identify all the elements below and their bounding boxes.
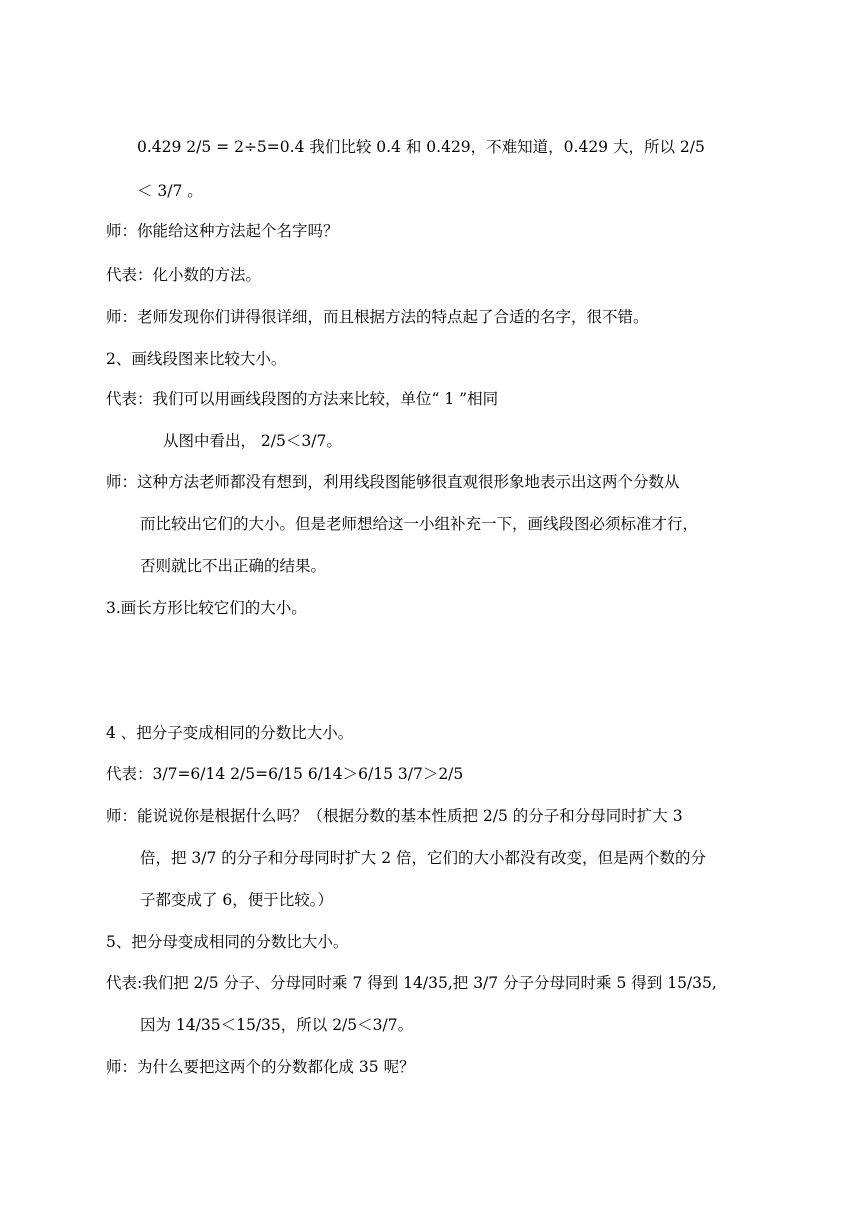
teacher-comment-line-1: 师：这种方法老师都没有想到，利用线段图能够很直观很形象地表示出这两个分数从 bbox=[106, 473, 680, 491]
method-2-heading: 2、画线段图来比较大小。 bbox=[106, 350, 287, 368]
representative-denominator-line-1: 代表:我们把 2/5 分子、分母同时乘 7 得到 14/35,把 3/7 分子分母同时乘 5 得到 15/35, bbox=[106, 974, 717, 992]
representative-numerator-method: 代表：3/7=6/14 2/5=6/15 6/14＞6/15 3/7＞2/5 bbox=[106, 765, 464, 783]
teacher-question-35: 师：为什么要把这两个的分数都化成 35 呢？ bbox=[106, 1058, 415, 1076]
teacher-comment-line-2: 而比较出它们的大小。但是老师想给这一小组补充一下，画线段图必须标准才行， bbox=[140, 515, 699, 533]
decimal-comparison-line: 0.429 2/5 = 2÷5=0.4 我们比较 0.4 和 0.429，不难知道，0.429 大，所以 2/5 bbox=[137, 138, 705, 156]
teacher-praise: 师：老师发现你们讲得很详细，而且根据方法的特点起了合适的名字，很不错。 bbox=[106, 308, 649, 326]
teacher-question-name: 师：你能给这种方法起个名字吗？ bbox=[106, 222, 339, 240]
representative-line-segment: 代表：我们可以用画线段图的方法来比较，单位“ 1 ”相同 bbox=[106, 390, 499, 408]
teacher-question-basis-line-2: 倍，把 3/7 的分子和分母同时扩大 2 倍，它们的大小都没有改变，但是两个数的分 bbox=[140, 849, 707, 867]
representative-answer-decimal: 代表：化小数的方法。 bbox=[106, 266, 262, 284]
line-segment-result: 从图中看出， 2/5＜3/7。 bbox=[163, 432, 342, 450]
teacher-comment-line-3: 否则就比不出正确的结果。 bbox=[140, 557, 327, 575]
method-4-heading: 4 、把分子变成相同的分数比大小。 bbox=[106, 724, 354, 742]
representative-denominator-line-2: 因为 14/35＜15/35，所以 2/5＜3/7。 bbox=[140, 1016, 414, 1034]
method-3-heading: 3.画长方形比较它们的大小。 bbox=[106, 599, 307, 617]
teacher-question-basis-line-1: 师：能说说你是根据什么吗？（根据分数的基本性质把 2/5 的分子和分母同时扩大 3 bbox=[106, 807, 683, 825]
comparison-result-line: ＜ 3/7 。 bbox=[137, 182, 203, 200]
teacher-question-basis-line-3: 子都变成了 6，便于比较。） bbox=[140, 891, 334, 909]
method-5-heading: 5、把分母变成相同的分数比大小。 bbox=[106, 933, 349, 951]
